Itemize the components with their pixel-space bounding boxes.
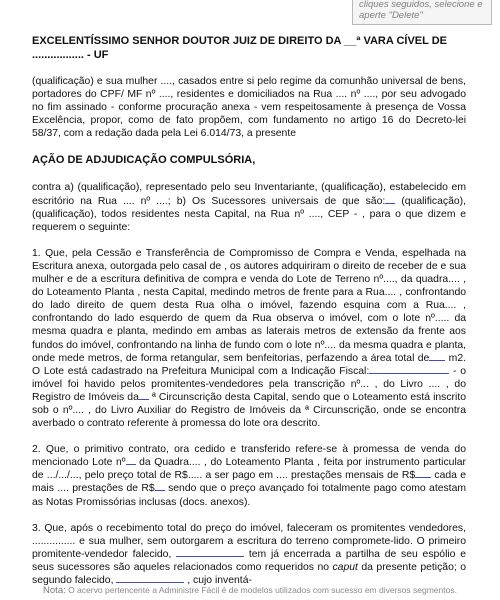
footer-label: Nota: xyxy=(43,585,66,596)
blank-field xyxy=(385,195,395,204)
blank-field xyxy=(176,548,244,557)
item-3-paragraph xyxy=(32,522,466,587)
item-2-paragraph xyxy=(32,443,466,508)
item-1-text-4: ª Circunscrição desta Capital, sendo que o Loteamento está inscrito sob o nº.... , do Livro Auxiliar do Registro de Imóveis da ª Circunscrição, onde se encontra averbado o contrato referente à promessa do lote ora descrito. xyxy=(32,391,466,430)
against-text-2: (qualificação), (qualificação), todos residentes nesta Capital, na Rua nº ...., CEP - , para o que dizem e requerem o seguinte: xyxy=(32,195,466,233)
item-1-text-3: - o imóvel foi havido pelos promitentes-vendedores pela transcrição nº... , do Livro .... , do Registro de Imóveis da xyxy=(32,365,466,403)
blank-field xyxy=(139,391,149,400)
footer-note xyxy=(0,584,500,597)
item-1-text-2: m2. O Lote está cadastrado na Prefeitura Municipal com a Indicação Fiscal: xyxy=(32,352,466,377)
item-3-text-1: 3. Que, após o recebimento total do preço do imóvel, faleceram os promitentes vendedores, ............... e sua mulher, sem outorgarem a escritura do terreno compromete-lido. O primeiro promitente-vendedor falecido, xyxy=(32,522,466,560)
caput-term: caput xyxy=(332,561,358,573)
item-3-text-4: , cujo inventá- xyxy=(184,575,252,586)
against-paragraph xyxy=(32,181,466,233)
intro-paragraph: (qualificação) e sua mulher ...., casados entre si pelo regime da comunhão universal de bens, portadores do CPF/ MF nº ...., residentes e domiciliados na Rua .... nº ...., por seu advogado no fim assinado - conforme procuração anexa - vem respeitosamente à presença de Vossa Excelência, propor, como de fato propõem, com fundamento no artigo 16 do Decreto-lei 58/37, com a redação dada pela Lei 6.014/73, a presente xyxy=(32,76,466,140)
item-1-paragraph xyxy=(32,247,466,430)
blank-field xyxy=(369,365,449,374)
hint-text: cliques seguidos, selecione e aperte "Delete" xyxy=(359,0,483,21)
item-2-text-4: sendo que o preço avançado foi totalmente pago como atestam as Notas Promissórias inclusas (docs. anexos). xyxy=(32,483,467,508)
instruction-hint-box xyxy=(352,0,492,25)
item-2-text-1: 2. Que, o primitivo contrato, ora cedido e transferido refere-se à promessa de venda do mencionado Lote nº xyxy=(32,444,466,469)
heading-line-1: EXCELENTÍSSIMO SENHOR DOUTOR JUIZ DE DIREITO DA __ª VARA CÍVEL DE xyxy=(32,35,448,47)
item-2-text-3: cada e mais .... prestações de R$ xyxy=(32,470,466,495)
action-title: AÇÃO DE ADJUDICAÇÃO COMPULSÓRIA, xyxy=(32,154,256,167)
court-heading xyxy=(32,34,466,62)
blank-field xyxy=(429,352,445,361)
against-text-1: contra a) (qualificação), representado pelo seu Inventariante, (qualificação), estabelecido em escritório na Rua .... nº ....; b) Os Sucessores universais de que são: xyxy=(32,182,466,207)
item-3-text-2: tem já encerrada a partilha de seu espólio e seus sucessores são aqueles relacionados como requeridos no xyxy=(32,548,466,573)
blank-field xyxy=(116,574,184,583)
petition-body xyxy=(32,34,466,600)
blank-field xyxy=(126,456,136,465)
blank-field xyxy=(155,482,165,491)
blank-field xyxy=(415,469,431,478)
footer-text: O acervo pertencente a Administre Fácil é de modelos utilizados com sucesso em diversos segmentos. xyxy=(68,585,457,595)
item-1-text-1: 1. Que, pela Cessão e Transferência de Compromisso de Compra e Venda, espelhada na Escritura anexa, outorgada pelo casal de , os autores adquiriram o direito de receber de e sua mulher e de a escritura definitiva de compra e venda do Lote de Terreno nº...., da quadra.... , do Loteamento Planta , nesta Capital, medindo metros de frente para a Rua.... , confrontando do lado direito de quem desta Rua olha o imóvel, fazendo esquina com a Rua.... , confrontando do lado esquerdo de quem da Rua observa o imóvel, com o lote nº..... da mesma quadra e planta, medindo em ambas as laterais metros de extensão da frente aos fundos do imóvel, confrontando na linha de fundo com o lote nº.... da mesma quadra e planta, onde mede metros, de forma retangular, sem benfeitorias, perfazendo a área total de xyxy=(32,247,466,364)
heading-line-2: ................. - UF xyxy=(32,49,109,61)
item-3-text-3: da presente petição; o segundo falecido, xyxy=(32,561,466,586)
item-2-text-2: da Quadra.... , do Loteamento Planta , feita por instrumento particular de .../.../..., pelo preço total de R$..... a ser pago em .... prestações mensais de R$ xyxy=(32,457,466,482)
